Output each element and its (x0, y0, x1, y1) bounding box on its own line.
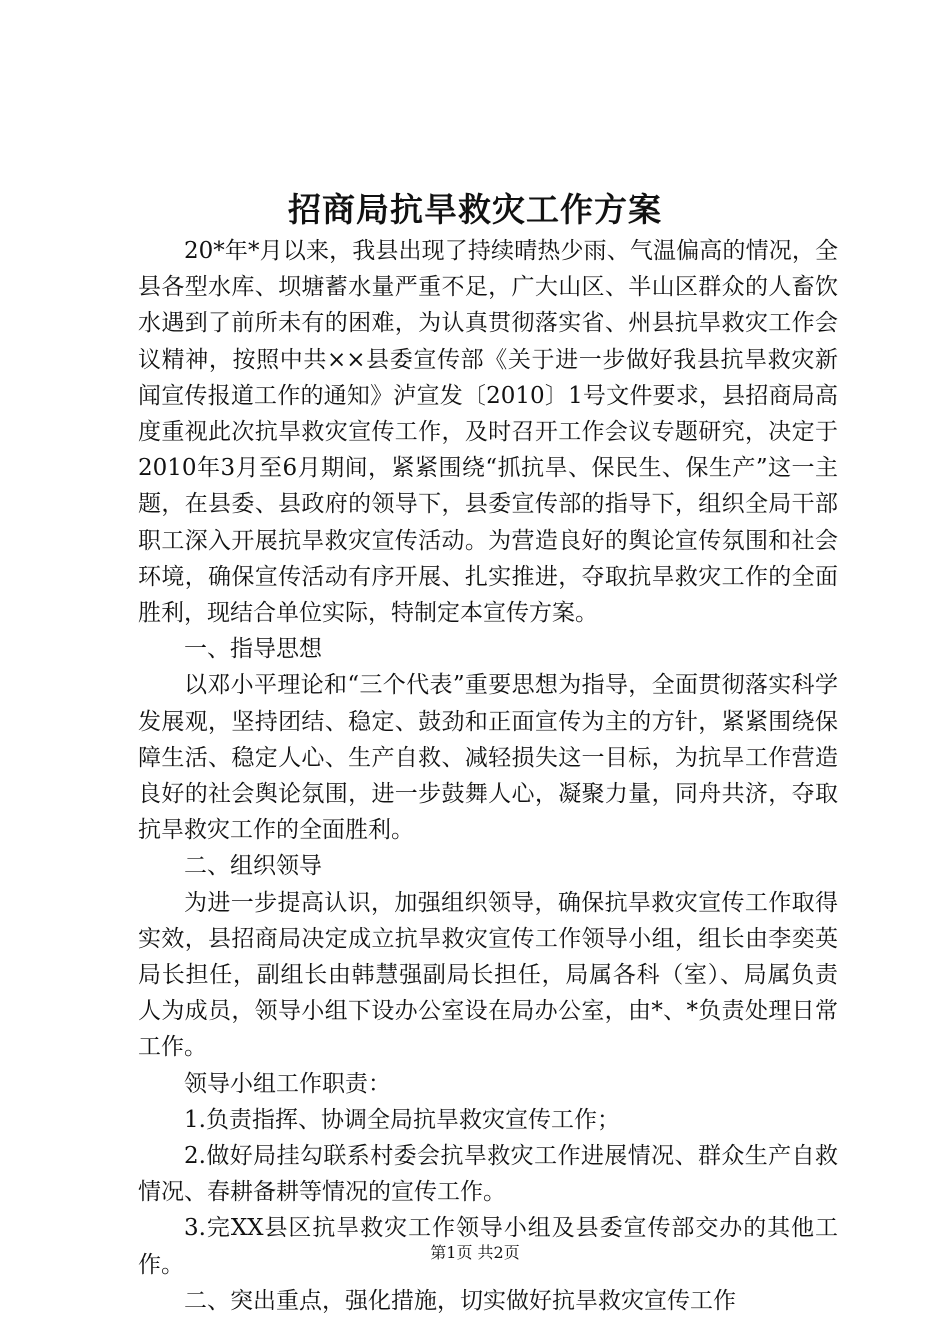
page-footer: 第1页 共2页 (430, 1243, 520, 1262)
duty-item-1: 1.负责指挥、协调全局抗旱救灾宣传工作； (184, 1106, 620, 1133)
duties-heading: 领导小组工作职责： (184, 1070, 391, 1097)
duty-item-2: 2.做好局挂勾联系村委会抗旱救灾工作进展情况、群众生产自救情况、春耕备耕等情况的宣传工作。 (138, 1143, 838, 1206)
section-heading-organization: 二、组织领导 (184, 853, 322, 880)
organization-paragraph: 为进一步提高认识，加强组织领导，确保抗旱救灾宣传工作取得实效，县招商局决定成立抗旱救灾宣传工作领导小组，组长由李奕英局长担任，副组长由韩慧强副局长担任，局属各科（室）、局属负责人为成员，领导小组下设办公室设在局办公室，由*、*负责处理日常工作。 (138, 889, 838, 1061)
guiding-ideology-paragraph: 以邓小平理论和“三个代表”重要思想为指导，全面贯彻落实科学发展观，坚持团结、稳定、鼓劲和正面宣传为主的方针，紧紧围绕保障生活、稳定人心、生产自救、减轻损失这一目标，为抗旱工作营造良好的社会舆论氛围，进一步鼓舞人心，凝聚力量，同舟共济，夺取抗旱救灾工作的全面胜利。 (138, 672, 838, 844)
document-title: 招商局抗旱救灾工作方案 (288, 190, 662, 229)
document-body (138, 233, 838, 1319)
section-heading-key-points: 二、突出重点，强化措施，切实做好抗旱救灾宣传工作 (184, 1287, 736, 1314)
section-heading-guiding-ideology: 一、指导思想 (184, 636, 322, 663)
intro-paragraph: 20*年*月以来，我县出现了持续晴热少雨、气温偏高的情况，全县各型水库、坝塘蓄水量严重不足，广大山区、半山区群众的人畜饮水遇到了前所未有的困难，为认真贯彻落实省、州县抗旱救灾工作会议精神，按照中共××县委宣传部《关于进一步做好我县抗旱救灾新闻宣传报道工作的通知》泸宣发〔2010〕1号文件要求，县招商局高度重视此次抗旱救灾宣传工作，及时召开工作会议专题研究，决定于2010年3月至6月期间，紧紧围绕“抓抗旱、保民生、保生产”这一主题，在县委、县政府的领导下，县委宣传部的指导下，组织全局干部职工深入开展抗旱救灾宣传活动。为营造良好的舆论宣传氛围和社会环境，确保宣传活动有序开展、扎实推进，夺取抗旱救灾工作的全面胜利，现结合单位实际，特制定本宣传方案。 (138, 238, 838, 627)
duty-item-3: 3.完XX县区抗旱救灾工作领导小组及县委宣传部交办的其他工作。 (138, 1215, 838, 1278)
